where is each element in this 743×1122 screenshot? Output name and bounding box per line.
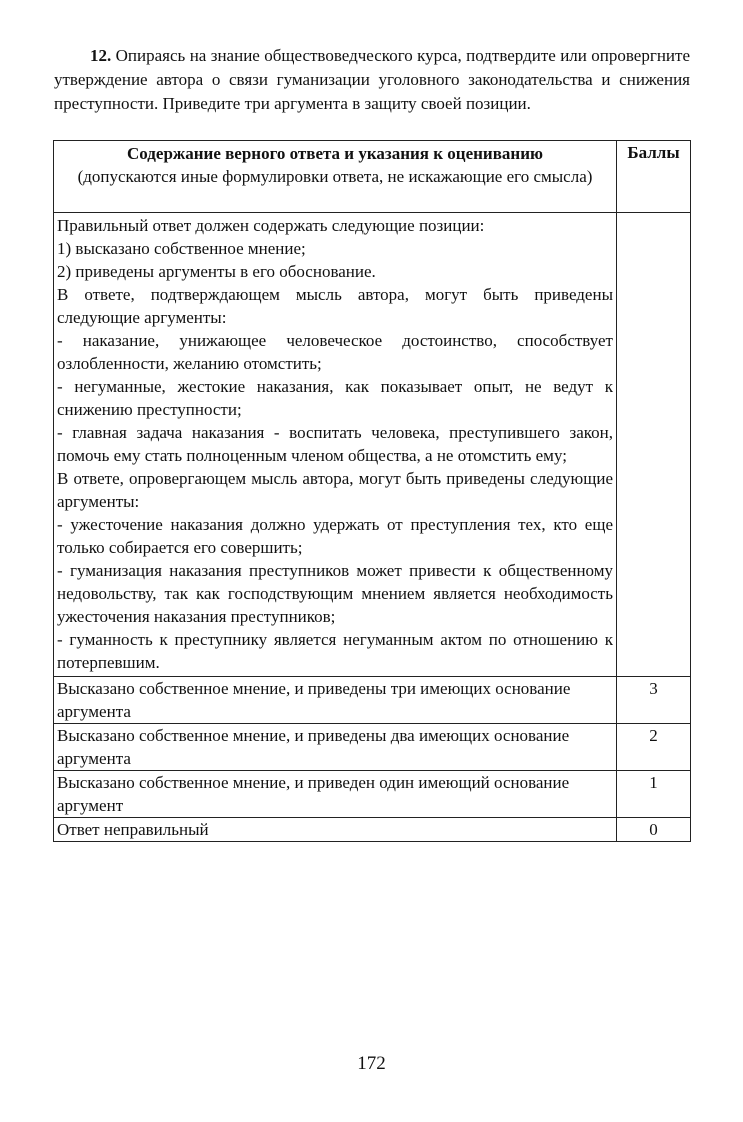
confirm-argument: - негуманные, жестокие наказания, как показывает опыт, не ведут к снижению преступности; [57, 377, 613, 419]
confirm-intro: В ответе, подтверждающем мысль автора, могут быть приведены следующие аргументы: [57, 285, 613, 327]
answer-intro: Правильный ответ должен содержать следующие позиции: [57, 216, 485, 235]
criterion-cell: Высказано собственное мнение, и приведены три имеющих основание аргумента [54, 677, 617, 724]
score-cell: 0 [617, 818, 691, 842]
answer-content-cell [54, 213, 617, 677]
criterion-cell: Высказано собственное мнение, и приведены два имеющих основание аргумента [54, 724, 617, 771]
question-text [54, 44, 690, 116]
refute-argument: - гуманность к преступнику является негуманным актом по отношению к потерпевшим. [57, 630, 613, 672]
criterion-cell: Высказано собственное мнение, и приведен один имеющий основание аргумент [54, 771, 617, 818]
position-item: 1) высказано собственное мнение; [57, 239, 306, 258]
refute-argument: - ужесточение наказания должно удержать от преступления тех, кто еще только собирается его совершить; [57, 515, 613, 557]
page-number: 172 [357, 1053, 386, 1074]
grading-table [53, 140, 691, 842]
scoring-row [54, 818, 691, 842]
refute-intro: В ответе, опровергающем мысль автора, могут быть приведены следующие аргументы: [57, 469, 613, 511]
criterion-cell: Ответ неправильный [54, 818, 617, 842]
confirm-argument: - наказание, унижающее человеческое достоинство, способствует озлобленности, желанию отомстить; [57, 331, 613, 373]
table-header-row [54, 141, 691, 213]
confirm-argument: - главная задача наказания - воспитать человека, преступившего закон, помочь ему стать полноценным членом общества, а не отомстить ему; [57, 423, 613, 465]
refute-argument: - гуманизация наказания преступников может привести к общественному недовольству, так как господствующим мнением является необходимость ужесточения наказания преступников; [57, 561, 613, 626]
content-header-subtitle: (допускаются иные формулировки ответа, не искажающие его смысла) [77, 167, 593, 186]
score-header-cell: Баллы [617, 141, 691, 213]
scoring-row [54, 677, 691, 724]
content-header-cell [54, 141, 617, 213]
question-body: Опираясь на знание обществоведческого курса, подтвердите или опровергните утверждение автора о связи гуманизации уголовного законодательства и снижения преступности. Приведите три аргумента в защиту своей позиции. [54, 46, 690, 113]
answer-content-row [54, 213, 691, 677]
score-cell: 2 [617, 724, 691, 771]
question-number: 12. [90, 46, 112, 65]
scoring-row [54, 724, 691, 771]
content-header-title: Содержание верного ответа и указания к оцениванию [127, 144, 543, 163]
score-cell: 3 [617, 677, 691, 724]
score-cell: 1 [617, 771, 691, 818]
scoring-row [54, 771, 691, 818]
answer-score-cell [617, 213, 691, 677]
position-item: 2) приведены аргументы в его обоснование. [57, 262, 376, 281]
